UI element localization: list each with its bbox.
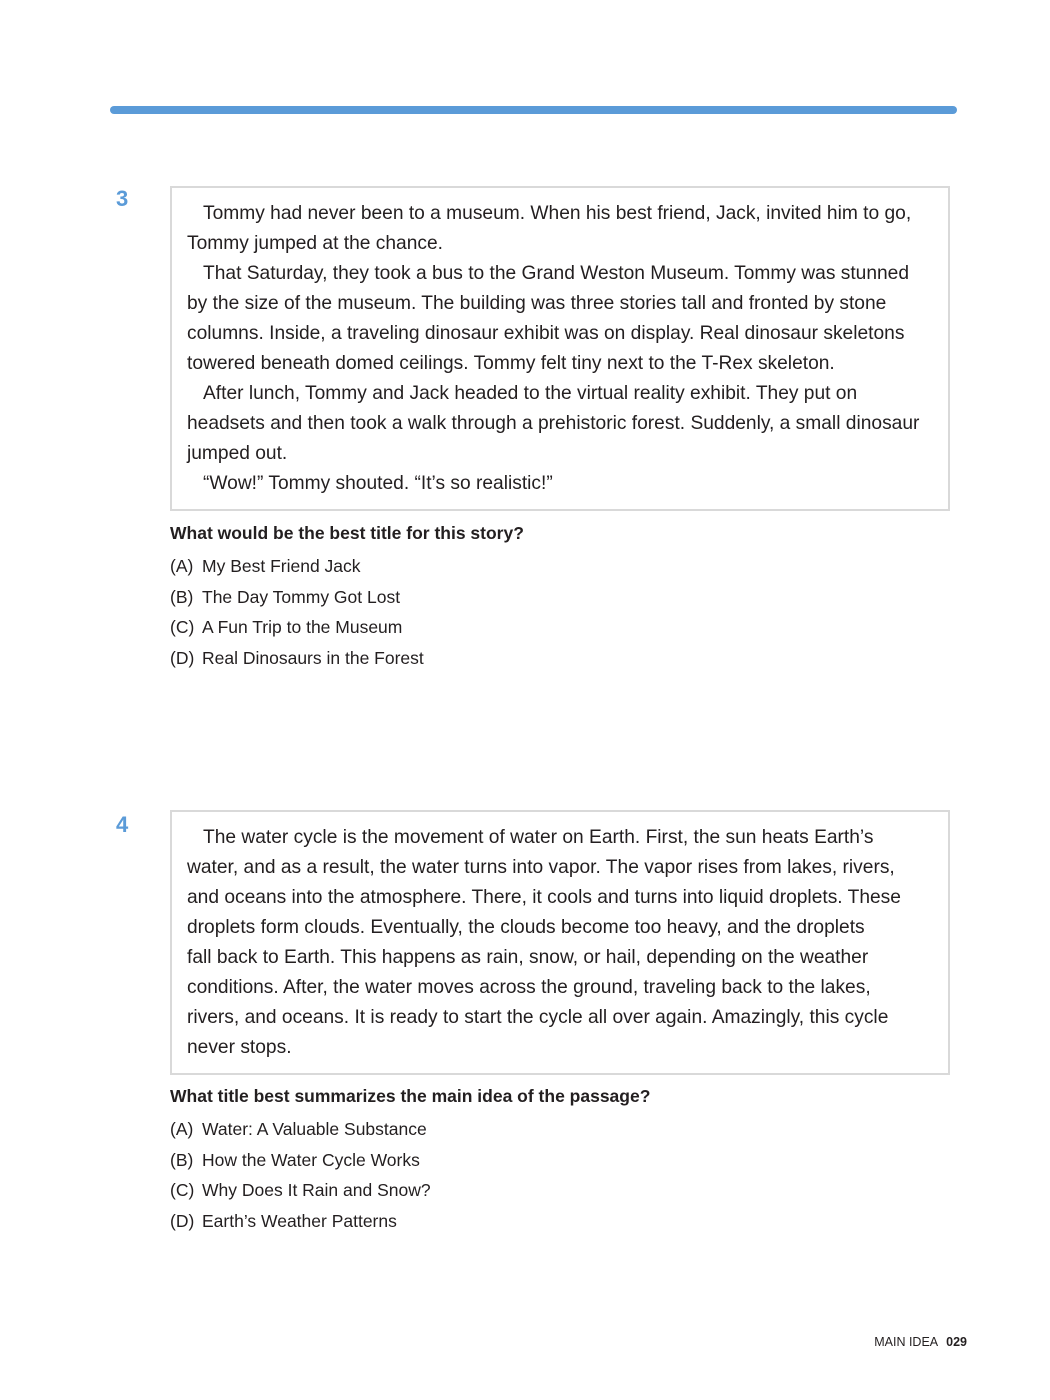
passage-box <box>170 810 950 1075</box>
passage-line: columns. Inside, a traveling dinosaur exhibit was on display. Real dinosaur skeletons <box>187 323 905 344</box>
question-block <box>170 1084 950 1236</box>
option-letter: (A) <box>170 556 194 576</box>
question-prompt: What would be the best title for this story? <box>170 523 524 543</box>
option-text: The Day Tommy Got Lost <box>202 586 401 607</box>
passage-paragraph <box>187 823 934 1063</box>
passage-line: That Saturday, they took a bus to the Grand Weston Museum. Tommy was stunned <box>203 263 910 284</box>
option-text: Earth’s Weather Patterns <box>202 1210 397 1231</box>
answer-option-a[interactable] <box>170 1114 950 1145</box>
question-block <box>170 521 950 673</box>
answer-option-c[interactable] <box>170 612 950 643</box>
passage-line: After lunch, Tommy and Jack headed to the virtual reality exhibit. They put on <box>203 383 858 404</box>
option-text: A Fun Trip to the Museum <box>202 617 403 637</box>
answer-option-b[interactable] <box>170 582 950 613</box>
page-number: 029 <box>946 1335 967 1349</box>
header-rule <box>110 106 957 114</box>
passage-line: and oceans into the atmosphere. There, it cools and turns into liquid droplets. These <box>187 887 901 908</box>
passage-line: The water cycle is the movement of water on Earth. First, the sun heats Earth’s <box>203 827 874 848</box>
answer-option-d[interactable] <box>170 1206 950 1237</box>
passage-box <box>170 186 950 511</box>
option-letter: (C) <box>170 1180 195 1200</box>
passage-line: by the size of the museum. The building was three stories tall and fronted by stone <box>187 293 887 314</box>
option-letter: (D) <box>170 1210 195 1231</box>
option-text: My Best Friend Jack <box>202 556 361 576</box>
passage-paragraph <box>187 259 934 379</box>
passage-paragraph <box>187 469 934 499</box>
passage-line: water, and as a result, the water turns into vapor. The vapor rises from lakes, rivers, <box>187 857 895 878</box>
option-letter: (C) <box>170 617 195 637</box>
option-letter: (B) <box>170 1149 194 1170</box>
answer-option-c[interactable] <box>170 1175 950 1206</box>
passage-line: never stops. <box>187 1037 292 1058</box>
question-prompt: What title best summarizes the main idea of the passage? <box>170 1086 651 1106</box>
answer-option-b[interactable] <box>170 1145 950 1176</box>
passage-line: Tommy had never been to a museum. When his best friend, Jack, invited him to go, <box>203 203 912 224</box>
option-text: Water: A Valuable Substance <box>202 1119 427 1139</box>
option-letter: (D) <box>170 647 195 668</box>
option-text: Real Dinosaurs in the Forest <box>202 647 424 668</box>
option-text: How the Water Cycle Works <box>202 1149 420 1170</box>
answer-option-d[interactable] <box>170 643 950 674</box>
passage-line: headsets and then took a walk through a prehistoric forest. Suddenly, a small dinosaur <box>187 413 920 434</box>
option-letter: (A) <box>170 1119 194 1139</box>
passage-paragraph <box>187 199 934 259</box>
question-number: 3 <box>116 186 129 211</box>
passage-paragraph <box>187 379 934 469</box>
passage-line: fall back to Earth. This happens as rain, snow, or hail, depending on the weather <box>187 947 869 968</box>
passage-line: towered beneath domed ceilings. Tommy felt tiny next to the T-Rex skeleton. <box>187 353 835 374</box>
option-letter: (B) <box>170 586 194 607</box>
question-number: 4 <box>116 812 129 837</box>
passage-line: rivers, and oceans. It is ready to start the cycle all over again. Amazingly, this cycle <box>187 1007 889 1028</box>
passage-line: droplets form clouds. Eventually, the clouds become too heavy, and the droplets <box>187 917 865 938</box>
passage-line: Tommy jumped at the chance. <box>187 233 443 254</box>
passage-line: “Wow!” Tommy shouted. “It’s so realistic!” <box>203 473 553 494</box>
answer-option-a[interactable] <box>170 551 950 582</box>
section-label: MAIN IDEA <box>874 1335 939 1349</box>
option-text: Why Does It Rain and Snow? <box>202 1180 431 1200</box>
passage-line: jumped out. <box>187 443 288 464</box>
passage-line: conditions. After, the water moves across the ground, traveling back to the lakes, <box>187 977 871 998</box>
page-footer <box>874 1335 967 1349</box>
